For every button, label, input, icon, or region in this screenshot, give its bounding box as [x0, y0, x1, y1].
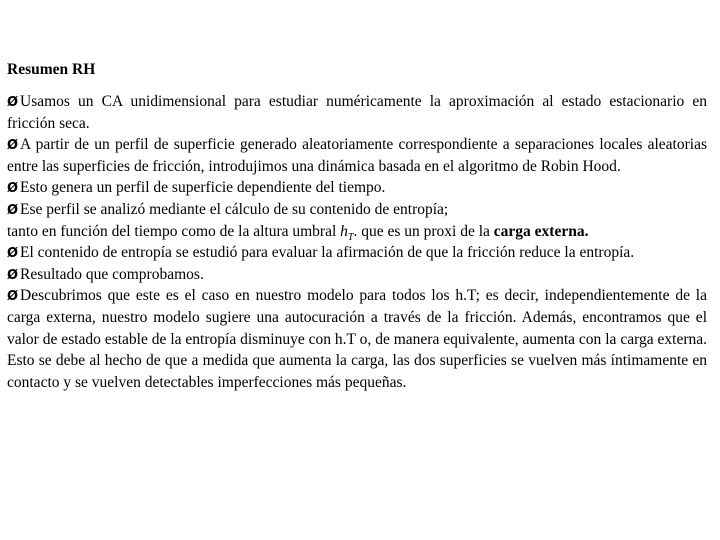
- slide-body: [7, 91, 707, 393]
- emphasis-external-load: carga externa.: [493, 222, 589, 240]
- bullet-item-4: [7, 199, 707, 221]
- bullet-text: A partir de un perfil de superficie generado aleatoriamente correspondiente a separaciones locales aleatorias entre las superficies de fricción, introdujimos una dinámica basada en el algoritmo de Robin Hood.: [7, 136, 707, 175]
- arrow-bullet-icon: Ø: [7, 267, 19, 283]
- arrow-bullet-icon: Ø: [7, 289, 19, 305]
- bullet-text: El contenido de entropía se estudió para evaluar la afirmación de que la fricción reduce la entropía.: [20, 244, 635, 262]
- bullet-item-5: [7, 242, 707, 264]
- bullet-text: Resultado que comprobamos.: [20, 265, 204, 283]
- bullet-item-4-continuation: [7, 221, 707, 243]
- arrow-bullet-icon: Ø: [7, 181, 19, 197]
- bullet-text: Usamos un CA unidimensional para estudiar numéricamente la aproximación al estado estacionario en fricción seca.: [7, 93, 707, 132]
- threshold-variable: h: [340, 222, 348, 240]
- arrow-bullet-icon: Ø: [7, 246, 19, 262]
- bullet-item-2: [7, 134, 707, 177]
- bullet-item-7: [7, 285, 707, 393]
- bullet-item-6: [7, 264, 707, 286]
- bullet-text: Ese perfil se analizó mediante el cálculo de su contenido de entropía;: [20, 200, 449, 218]
- bullet-item-1: [7, 91, 707, 134]
- bullet-text: Descubrimos que este es el caso en nuestro modelo para todos los h.T; es decir, independientemente de la carga externa, nuestro modelo sugiere una autocuración a través de la fricción. Además, encontramos que el valor de estado estable de la entropía disminuye con h.T o, de manera equivalente, aumenta con la carga externa. Esto se debe al hecho de que a medida que aumenta la carga, las dos superficies se vuelven más íntimamente en contacto y se vuelven detectables imperfecciones más pequeñas.: [7, 287, 707, 391]
- arrow-bullet-icon: Ø: [7, 138, 19, 154]
- arrow-bullet-icon: Ø: [7, 95, 19, 110]
- continuation-text: tanto en función del tiempo como de la altura umbral: [7, 222, 341, 240]
- slide-title: Resumen RH: [7, 61, 96, 78]
- bullet-text: Esto genera un perfil de superficie dependiente del tiempo.: [20, 179, 386, 197]
- arrow-bullet-icon: Ø: [7, 202, 19, 218]
- threshold-variable-subscript: T: [347, 231, 354, 243]
- bullet-item-3: [7, 177, 707, 199]
- continuation-text: . que es un proxi de la: [353, 222, 494, 240]
